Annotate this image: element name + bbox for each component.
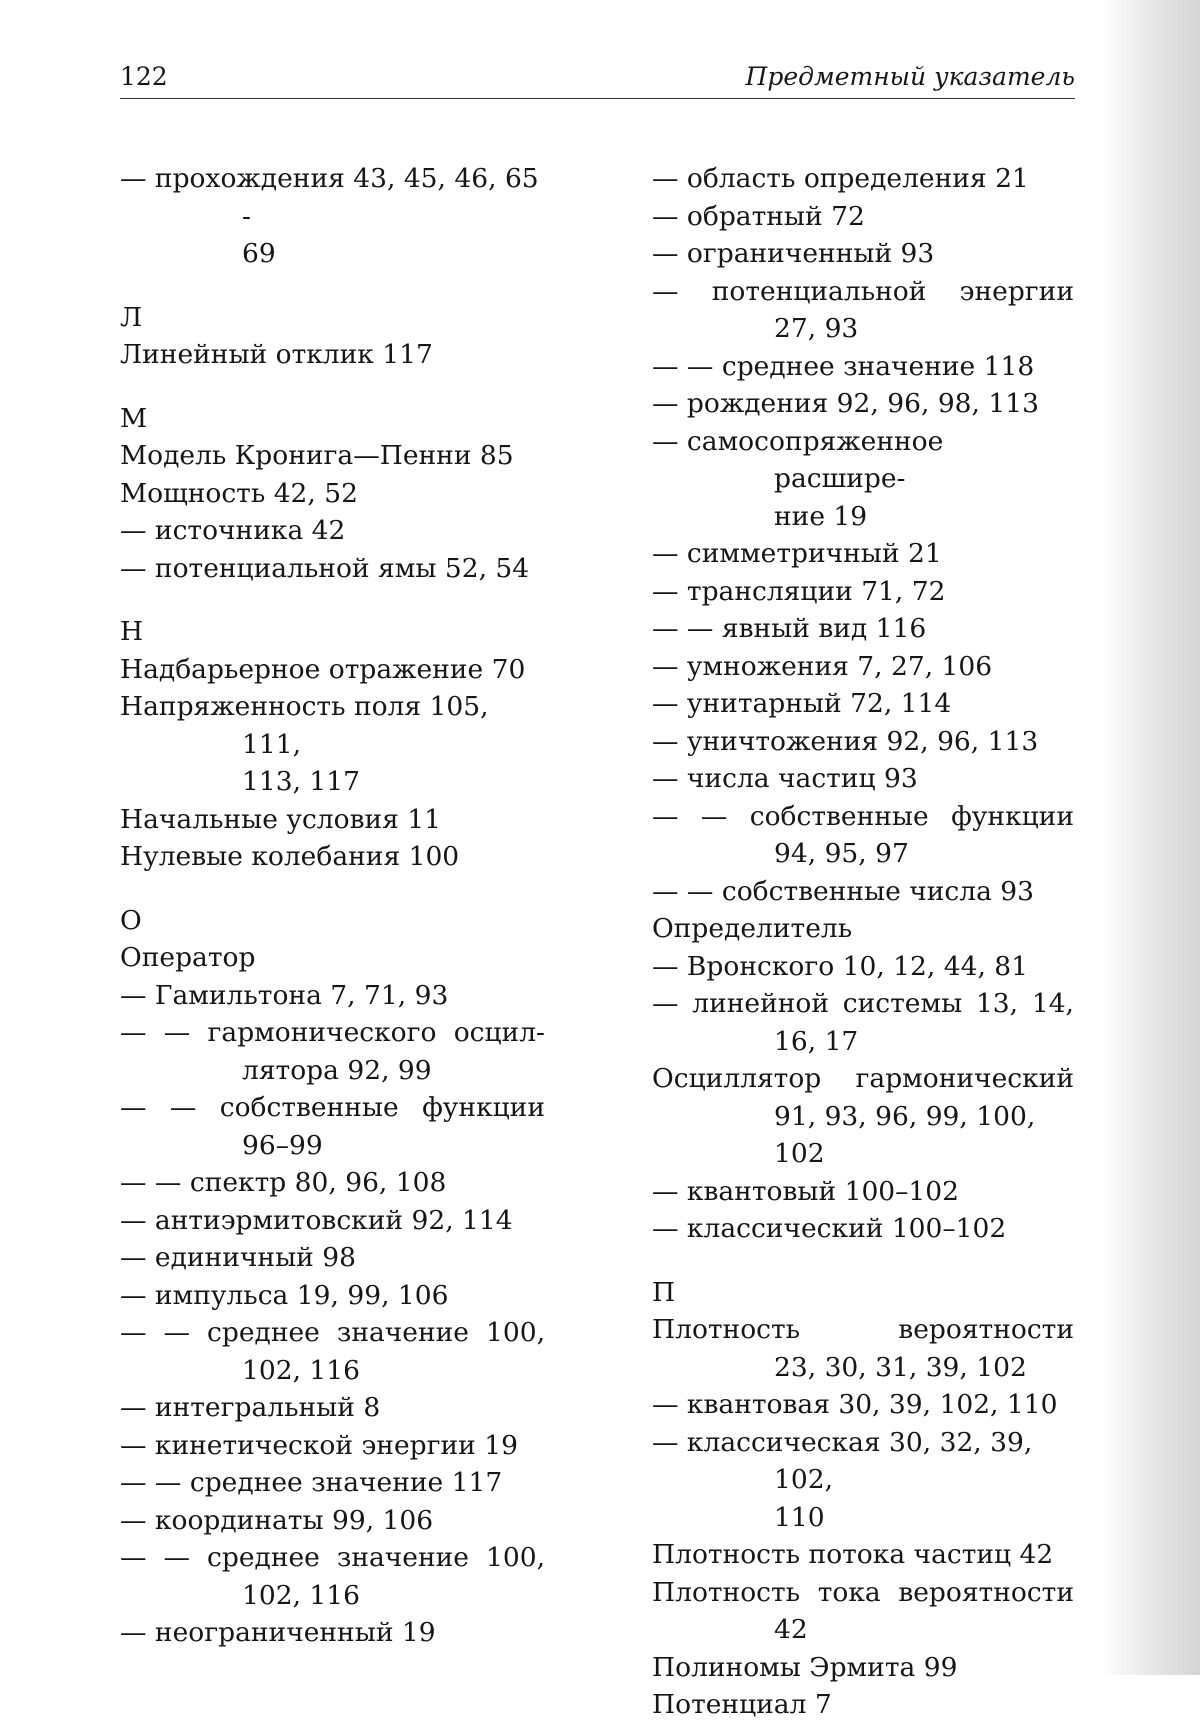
index-entry: — прохождения 43, 45, 46, 65 -	[120, 163, 539, 232]
index-entry: Полиномы Эрмита 99	[652, 1651, 958, 1683]
index-entry-continuation: 94, 95, 97	[774, 838, 909, 869]
section-letter: О	[120, 904, 142, 936]
index-entry: Модель Кронига—Пенни 85	[120, 440, 514, 471]
index-entry: — неограниченный 19	[120, 1617, 436, 1648]
index-entry: — — собственные числа 93	[652, 875, 1035, 907]
index-entry: Оператор	[120, 942, 256, 973]
index-entry-continuation: лятора 92, 99	[242, 1054, 432, 1086]
index-entry: — — среднее значение 117	[120, 1467, 503, 1498]
index-entry: — трансляции 71, 72	[652, 575, 946, 607]
index-entry: — единичный 98	[120, 1242, 356, 1273]
section-letter: Л	[120, 301, 143, 333]
index-entry: — антиэрмитовский 92, 114	[120, 1204, 513, 1236]
index-entry: — Гамильтона 7, 71, 93	[120, 979, 449, 1011]
running-header	[120, 58, 1075, 99]
index-entry: — ограниченный 93	[652, 238, 935, 269]
index-entry: — — явный вид 116	[652, 613, 927, 644]
index-entry: — — среднее значение 118	[652, 350, 1035, 382]
section-letter: П	[652, 1276, 676, 1308]
index-entry: — квантовый 100–102	[652, 1175, 959, 1207]
index-entry-continuation: 110	[774, 1501, 825, 1533]
index-entry: — — среднее значение 100,	[120, 1542, 545, 1573]
index-entry-continuation: ние 19	[774, 500, 868, 532]
index-entry: Плотность вероятности	[652, 1314, 1074, 1345]
index-entry: Определитель	[652, 913, 853, 944]
index-entry-continuation: 91, 93, 96, 99, 100, 102	[774, 1100, 1036, 1169]
index-entry: Потенциал 7	[652, 1689, 832, 1720]
index-entry: Плотность потока частиц 42	[652, 1539, 1054, 1570]
index-entry: — — гармонического осцил-	[120, 1017, 545, 1048]
page-edge-shadow	[1100, 0, 1200, 1675]
index-entry: — потенциальной энергии	[652, 275, 1074, 307]
index-entry: — — собственные функции	[652, 800, 1074, 832]
index-entry-continuation: 16, 17	[774, 1025, 859, 1057]
index-entry: — — среднее значение 100,	[120, 1317, 545, 1348]
index-entry: — область определения 21	[652, 163, 1029, 194]
index-column-right	[652, 160, 1074, 1724]
index-entry: Линейный отклик 117	[120, 339, 433, 370]
index-entry: — самосопряженное расшире-	[652, 425, 944, 494]
index-entry: — квантовая 30, 39, 102, 110	[652, 1389, 1058, 1420]
index-entry: Мощность 42, 52	[120, 477, 358, 509]
index-entry: — классический 100–102	[652, 1213, 1007, 1244]
index-entry: — источника 42	[120, 515, 346, 546]
section-letter: М	[120, 402, 148, 434]
index-entry-continuation: 42	[774, 1614, 808, 1645]
index-entry: — обратный 72	[652, 200, 865, 232]
index-entry: Плотность тока вероятности	[652, 1576, 1074, 1608]
index-entry: — импульса 19, 99, 106	[120, 1279, 449, 1311]
index-entry-continuation: 23, 30, 31, 39, 102	[774, 1351, 1027, 1383]
index-entry: — координаты 99, 106	[120, 1504, 434, 1536]
index-entry: — уничтожения 92, 96, 113	[652, 725, 1039, 757]
index-entry-continuation: 113, 117	[242, 766, 361, 797]
index-entry: Нулевые колебания 100	[120, 841, 460, 872]
index-entry: — числа частиц 93	[652, 763, 918, 794]
index-entry: — — спектр 80, 96, 108	[120, 1167, 447, 1198]
index-entry-continuation: 102, 116	[242, 1579, 361, 1611]
index-entry: — интегральный 8	[120, 1392, 381, 1423]
index-entry: — потенциальной ямы 52, 54	[120, 552, 530, 584]
index-entry: — Вронского 10, 12, 44, 81	[652, 950, 1029, 982]
page-number: 122	[120, 62, 168, 91]
index-entry-continuation: 102, 116	[242, 1354, 361, 1386]
index-entry: Начальные условия 11	[120, 803, 442, 835]
index-column-left	[120, 160, 545, 1652]
index-entry: — классическая 30, 32, 39, 102,	[652, 1426, 1033, 1495]
index-entry-continuation: 96–99	[242, 1129, 323, 1161]
index-entry: Напряженность поля 105, 111,	[120, 691, 489, 760]
index-entry: — кинетической энергии 19	[120, 1429, 518, 1461]
index-entry-continuation: 69	[242, 238, 276, 269]
index-entry: — — собственные функции	[120, 1092, 545, 1123]
index-entry-continuation: 27, 93	[774, 313, 859, 344]
index-entry: — рождения 92, 96, 98, 113	[652, 388, 1039, 419]
section-letter: Н	[120, 616, 144, 647]
index-entry: — умножения 7, 27, 106	[652, 650, 993, 682]
index-entry: — линейной системы 13, 14,	[652, 988, 1074, 1019]
running-title: Предметный указатель	[745, 62, 1075, 91]
index-entry: — симметричный 21	[652, 538, 942, 569]
index-entry: Осциллятор гармонический	[652, 1063, 1074, 1094]
index-entry: — унитарный 72, 114	[652, 688, 952, 719]
index-entry: Надбарьерное отражение 70	[120, 653, 526, 685]
